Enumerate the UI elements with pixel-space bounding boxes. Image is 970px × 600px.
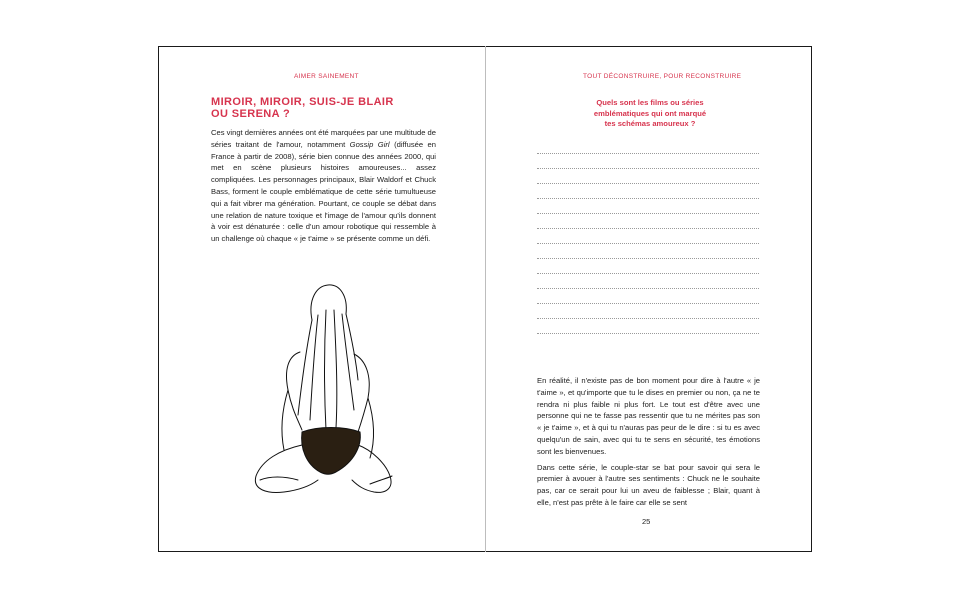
series-title: Gossip Girl <box>349 139 390 149</box>
question-line1: Quels sont les films ou séries <box>596 98 704 107</box>
writing-line[interactable] <box>537 213 759 214</box>
chapter-title-line2: OU SERENA ? <box>211 108 291 120</box>
writing-line[interactable] <box>537 303 759 304</box>
left-running-header: AIMER SAINEMENT <box>294 73 359 80</box>
writing-line[interactable] <box>537 228 759 229</box>
right-paragraph-2: Dans cette série, le couple-star se bat pour savoir qui sera le premier à avouer à l'autre ses sentiments : Chuck ne le souhaite pas, car ce serait pour lui un aveu de faiblesse ; Blair, quant à elle, n'est pas prête à le faire car elle se sent <box>537 462 760 507</box>
left-body-paragraph <box>211 127 436 245</box>
right-running-header: TOUT DÉCONSTRUIRE, POUR RECONSTRUIRE <box>583 73 742 80</box>
writing-line[interactable] <box>537 258 759 259</box>
paragraph-text-start: Ces vingt dernières années ont été marquées par une multitude de séries traitant de l'amour, notamment <box>211 128 436 149</box>
chapter-title <box>211 96 431 120</box>
underwear-shape <box>302 428 361 475</box>
writing-line[interactable] <box>537 183 759 184</box>
writing-line[interactable] <box>537 333 759 334</box>
page-number: 25 <box>642 517 651 526</box>
seated-woman-illustration <box>240 280 410 505</box>
right-body-text <box>537 375 760 513</box>
writing-line[interactable] <box>537 318 759 319</box>
writing-line[interactable] <box>537 273 759 274</box>
writing-line[interactable] <box>537 153 759 154</box>
writing-line[interactable] <box>537 243 759 244</box>
question-line3: tes schémas amoureux ? <box>604 119 696 128</box>
reflection-question <box>570 98 730 130</box>
book-spine <box>485 46 486 552</box>
writing-line[interactable] <box>537 288 759 289</box>
writing-lines[interactable] <box>537 153 759 348</box>
chapter-title-line1: MIROIR, MIROIR, SUIS-JE BLAIR <box>211 96 394 108</box>
paragraph-text-end: (diffusée en France à partir de 2008), série bien connue des années 2000, qui met en scène plusieurs histoires amoureuses... assez compliquées. Les personnages principaux, Blair Waldorf et Chuck Bass, forment le couple emblématique de cette série tumultueuse qui a fait vibrer ma génération. Pourtant, ce couple se débat dans une relation de nature toxique et l'image de l'amour qu'ils donnent à voir est dénaturée : celle d'un amour robotique qui ressemble à un challenge où chaque « je t'aime » se présente comme un défi. <box>211 139 437 244</box>
writing-line[interactable] <box>537 198 759 199</box>
writing-line[interactable] <box>537 168 759 169</box>
right-paragraph-1: En réalité, il n'existe pas de bon moment pour dire à l'autre « je t'aime », et qu'importe que tu le dises en premier ou non, ça ne te rendra ni plus faible ni plus fort. Le tout est d'être avec une personne qui ne te fasse pas ressentir que tu ne mérites pas son « je t'aime », et à qui tu n'auras pas peur de le dire : si tu es avec quelqu'un de sain, avec qui tu te sens en sécurité, tes émotions sont les bienvenues. <box>537 376 760 456</box>
question-line2: emblématiques qui ont marqué <box>593 108 707 118</box>
